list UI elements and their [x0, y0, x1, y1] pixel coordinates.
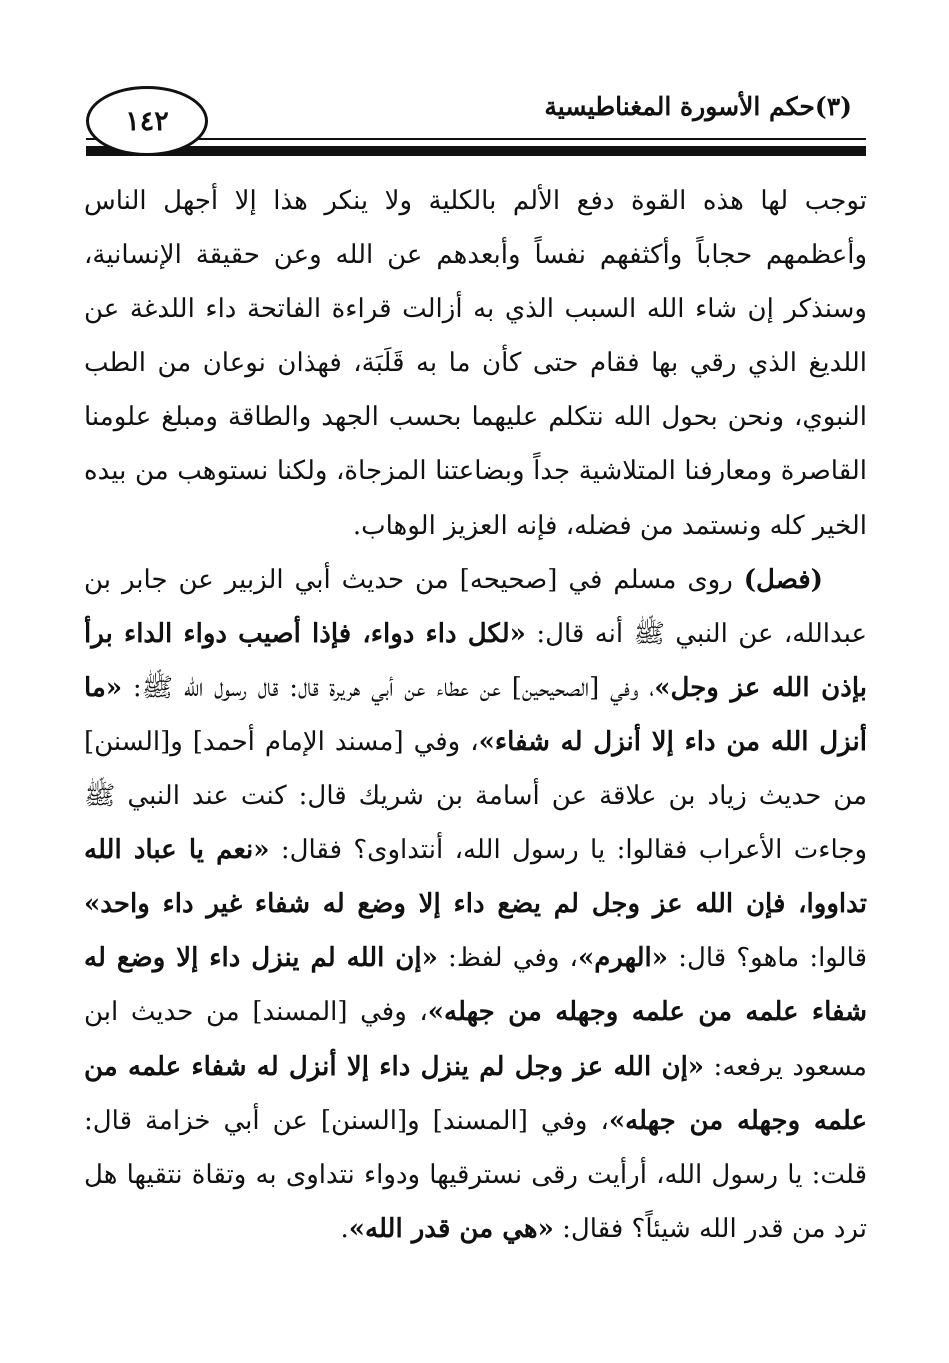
text-span: قالوا: ماهو؟ قال: — [668, 943, 868, 974]
body-text — [84, 174, 867, 1256]
paragraph — [84, 174, 867, 553]
text-span: ، وفي [مسند الإمام أحمد] و[السنن] من حديث زياد بن علاقة عن أسامة بن شريك قال: كنت عند النبي ﷺ وجاءت الأعراب فقالوا: يا رسول الله، أنتداوى؟ فقال: — [84, 726, 867, 866]
text-span: . — [340, 1213, 349, 1244]
header-thin-rule — [86, 138, 866, 140]
text-span: توجب لها هذه القوة دفع الألم بالكلية ولا ينكر هذا إلا أجهل الناس وأعظمهم حجاباً وأكثفهم نفساً وأبعدهم عن الله وعن حقيقة الإنسانية، وسنذكر إن شاء الله السبب الذي به أزالت قراءة الفاتحة داء اللدغة عن اللديغ الذي رقي بها فقام حتى كأن ما به قَلَبَة، فهذان نوعان من الطب النبوي، ونحن بحول الله نتكلم عليهما بحسب الجهد والطاقة ومبلغ علومنا القاصرة ومعارفنا المتلاشية جداً وبضاعتنا المزجاة، ولكنا نستوهب من بيده الخير كله ونستمد من فضله، فإنه العزيز الوهاب. — [84, 186, 867, 541]
running-title: (٣)حكم الأسورة المغناطيسية — [544, 92, 852, 121]
bold-text-span: «لكل داء دواء، فإذا أصيب دواء الداء برأ بإذن الله عز وجل» — [84, 618, 867, 703]
page-number-oval — [86, 86, 208, 156]
paragraph — [84, 553, 867, 1256]
header-thick-rule — [86, 146, 866, 156]
bold-text-span: «الهرم» — [577, 943, 669, 974]
text-span: ، وفي [المسند] و[السنن] عن أبي خزامة قال: قلت: يا رسول الله، أرأيت رقى نسترقيها ودواء نتداوى به وتقاة نتقيها هل ترد من قدر الله شيئاً؟ فقال: — [84, 1105, 867, 1244]
text-span: ، وفي [الصحيحين] عن عطاء عن أبي هريرة قال: قال رسول الله ﷺ: — [122, 672, 655, 703]
bold-text-span: «نعم يا عباد الله تداووا، فإن الله عز وجل لم يضع داء إلا وضع له شفاء غير داء واحد» — [84, 835, 867, 920]
bold-text-span: «ما أنزل الله من داء إلا أنزل له شفاء» — [84, 672, 867, 757]
text-span: ، وفي لفظ: — [437, 943, 578, 974]
page-number: ١٤٢ — [125, 105, 169, 137]
bold-text-span: «هي من قدر الله» — [348, 1213, 554, 1244]
bold-text-span: «إن الله عز وجل لم ينزل داء إلا أنزل له شفاء علمه من علمه وجهله من جهله» — [84, 1051, 867, 1136]
bold-text-span: «إن الله لم ينزل داء إلا وضع له شفاء علمه من علمه وجهله من جهله» — [84, 943, 867, 1028]
text-span: ، وفي [المسند] من حديث ابن مسعود يرفعه: — [84, 997, 867, 1082]
page-header — [86, 84, 866, 164]
bold-text-span: (فصل) — [743, 564, 823, 595]
text-span: روى مسلم في [صحيحه] من حديث أبي الزبير عن جابر بن عبدالله، عن النبي ﷺ أنه قال: — [84, 564, 867, 649]
